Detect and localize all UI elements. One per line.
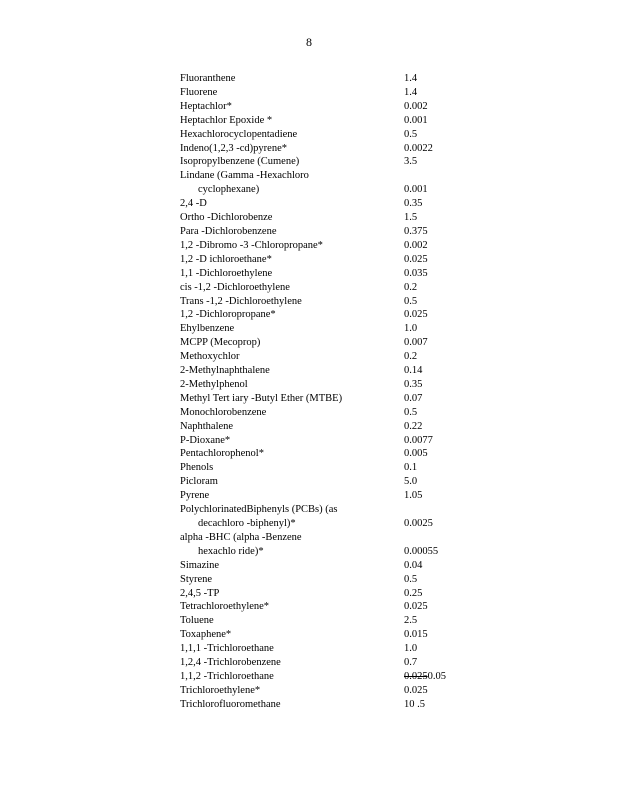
limit-value bbox=[404, 531, 524, 559]
limit-value-text: 0.025 bbox=[404, 684, 428, 696]
table-row bbox=[180, 642, 524, 656]
chemical-name bbox=[180, 420, 404, 434]
limit-value-text: 0.5 bbox=[404, 406, 418, 418]
limit-value-text: 0.7 bbox=[404, 657, 418, 669]
limit-value bbox=[404, 656, 524, 670]
table-row bbox=[180, 114, 524, 128]
chemical-name-text: 1,2 -D ichloroethane* bbox=[180, 253, 272, 265]
table-row bbox=[180, 211, 524, 225]
chemical-name-text: Methyl Tert iary -Butyl Ether (MTBE) bbox=[180, 392, 343, 404]
chemical-name-text: Pentachlorophenol* bbox=[180, 448, 264, 460]
chemical-name bbox=[180, 86, 404, 100]
table-row bbox=[180, 142, 524, 156]
limit-value-text: 0.0077 bbox=[404, 434, 433, 446]
limit-value-text: 0.07 bbox=[404, 392, 423, 404]
chemical-name-text: Lindane (Gamma -Hexachloro bbox=[180, 170, 309, 182]
chemical-name bbox=[180, 475, 404, 489]
limit-value bbox=[404, 114, 524, 128]
limit-value-text: 0.35 bbox=[404, 378, 423, 390]
limit-value-text: 0.025 bbox=[404, 309, 428, 321]
chemical-name bbox=[180, 336, 404, 350]
limit-value bbox=[404, 169, 524, 197]
limit-value-text: 0.00055 bbox=[404, 545, 439, 557]
table-row bbox=[180, 169, 524, 197]
table-row bbox=[180, 100, 524, 114]
table-row bbox=[180, 461, 524, 475]
struck-value: 0.025 bbox=[404, 670, 428, 682]
chemical-name-text: Hexachlorocyclopentadiene bbox=[180, 128, 298, 140]
limit-value bbox=[404, 364, 524, 378]
limit-value bbox=[404, 628, 524, 642]
limit-value-text: 0.22 bbox=[404, 420, 423, 432]
chemical-name bbox=[180, 100, 404, 114]
limit-value bbox=[404, 350, 524, 364]
chemical-limits-table bbox=[180, 72, 524, 712]
limit-value bbox=[404, 489, 524, 503]
table-row bbox=[180, 336, 524, 350]
chemical-name bbox=[180, 656, 404, 670]
chemical-name-text: 2,4,5 -TP bbox=[180, 587, 220, 599]
table-row bbox=[180, 600, 524, 614]
limit-value bbox=[404, 155, 524, 169]
limit-value-text: 0.5 bbox=[404, 128, 418, 140]
chemical-name-text: 2-Methylnaphthalene bbox=[180, 365, 270, 377]
chemical-name-text: Heptachlor Epoxide * bbox=[180, 114, 273, 126]
chemical-name bbox=[180, 573, 404, 587]
chemical-name bbox=[180, 461, 404, 475]
chemical-name-text: 2-Methylphenol bbox=[180, 378, 248, 390]
limit-value-text: 0.14 bbox=[404, 365, 423, 377]
chemical-name bbox=[180, 72, 404, 86]
limit-value-text: 1.0 bbox=[404, 643, 418, 655]
limit-value bbox=[404, 670, 524, 684]
limit-value bbox=[404, 559, 524, 573]
chemical-name bbox=[180, 114, 404, 128]
limit-value-text: 0.005 bbox=[404, 448, 428, 460]
chemical-name-text: cis -1,2 -Dichloroethylene bbox=[180, 281, 290, 293]
table-row bbox=[180, 684, 524, 698]
chemical-name bbox=[180, 489, 404, 503]
limit-value-text: 0.1 bbox=[404, 462, 418, 474]
chemical-name bbox=[180, 295, 404, 309]
table-row bbox=[180, 447, 524, 461]
chemical-name bbox=[180, 600, 404, 614]
chemical-name bbox=[180, 628, 404, 642]
limit-value-text: 1.4 bbox=[404, 73, 418, 84]
limit-value-text: 0.0022 bbox=[404, 142, 433, 154]
chemical-name bbox=[180, 434, 404, 448]
limit-value-text: 0.025 bbox=[404, 601, 428, 613]
limit-value bbox=[404, 336, 524, 350]
limit-value-text: 0.25 bbox=[404, 587, 423, 599]
chemical-name-text: MCPP (Mecoprop) bbox=[180, 337, 261, 349]
limit-value bbox=[404, 239, 524, 253]
limit-value bbox=[404, 684, 524, 698]
table-row bbox=[180, 573, 524, 587]
table-row bbox=[180, 420, 524, 434]
chemical-name bbox=[180, 531, 404, 559]
limit-value bbox=[404, 406, 524, 420]
table-row bbox=[180, 281, 524, 295]
table-row bbox=[180, 392, 524, 406]
limit-value bbox=[404, 211, 524, 225]
chemical-name-text: Styrene bbox=[180, 573, 213, 585]
limit-value bbox=[404, 642, 524, 656]
limit-value bbox=[404, 614, 524, 628]
chemical-name bbox=[180, 281, 404, 295]
chemical-name bbox=[180, 169, 404, 197]
chemical-name bbox=[180, 142, 404, 156]
table-row bbox=[180, 239, 524, 253]
chemical-name bbox=[180, 308, 404, 322]
limit-value-text: 0.002 bbox=[404, 239, 428, 251]
limit-value bbox=[404, 573, 524, 587]
chemical-name bbox=[180, 239, 404, 253]
limit-value-text: 0.001 bbox=[404, 114, 428, 126]
limit-value-text: 0.0025 bbox=[404, 518, 433, 529]
chemical-name-text: Toxaphene* bbox=[180, 629, 232, 641]
chemical-name-text: Methoxychlor bbox=[180, 351, 240, 363]
table-row bbox=[180, 559, 524, 573]
limit-value bbox=[404, 461, 524, 475]
table-row bbox=[180, 406, 524, 420]
limit-value-text: 1.5 bbox=[404, 212, 418, 224]
chemical-name-text: Ortho -Dichlorobenze bbox=[180, 212, 273, 224]
chemical-name-text: Para -Dichlorobenzene bbox=[180, 225, 277, 237]
table-row bbox=[180, 72, 524, 86]
chemical-name bbox=[180, 211, 404, 225]
table-row bbox=[180, 628, 524, 642]
limit-value-text: 0.015 bbox=[404, 629, 428, 641]
chemical-name-text: 1,1 -Dichloroethylene bbox=[180, 267, 273, 279]
limit-value bbox=[404, 434, 524, 448]
table-row bbox=[180, 614, 524, 628]
limit-value bbox=[404, 295, 524, 309]
limit-value bbox=[404, 100, 524, 114]
table-row bbox=[180, 378, 524, 392]
limit-value-text: 3.5 bbox=[404, 156, 418, 168]
chemical-name bbox=[180, 253, 404, 267]
table-row bbox=[180, 656, 524, 670]
chemical-name bbox=[180, 406, 404, 420]
limit-value-text: 0.025 bbox=[404, 253, 428, 265]
chemical-name-text: Tetrachloroethylene* bbox=[180, 601, 270, 613]
limit-value-text: 1.0 bbox=[404, 323, 418, 335]
page-number: 8 bbox=[306, 35, 312, 49]
table-row bbox=[180, 475, 524, 489]
table-row bbox=[180, 698, 524, 712]
chemical-name-text: Trans -1,2 -Dichloroethylene bbox=[180, 295, 302, 307]
limit-value bbox=[404, 447, 524, 461]
chemical-name-text: Trichlorofluoromethane bbox=[180, 698, 281, 710]
chemical-name-text: 2,4 -D bbox=[180, 198, 207, 210]
chemical-name bbox=[180, 128, 404, 142]
chemical-name-text: Trichloroethylene* bbox=[180, 684, 261, 696]
table-row bbox=[180, 350, 524, 364]
limit-value bbox=[404, 86, 524, 100]
chemical-name-text: Toluene bbox=[180, 615, 214, 627]
limit-value bbox=[404, 378, 524, 392]
chemical-name-continuation: cyclophexane) bbox=[198, 184, 260, 196]
chemical-name-text: Fluoranthene bbox=[180, 73, 236, 84]
chemical-name-continuation: hexachlo ride)* bbox=[198, 545, 264, 557]
table-row bbox=[180, 86, 524, 100]
chemical-name-text: alpha -BHC (alpha -Benzene bbox=[180, 531, 302, 543]
chemical-name-text: Picloram bbox=[180, 476, 218, 488]
limit-value bbox=[404, 197, 524, 211]
chemical-name-text: 1,2 -Dichloropropane* bbox=[180, 309, 276, 321]
limit-value bbox=[404, 475, 524, 489]
table-row bbox=[180, 155, 524, 169]
table-row bbox=[180, 197, 524, 211]
limit-value-text: 2.5 bbox=[404, 615, 418, 627]
limit-value-text: 0.002 bbox=[404, 100, 428, 112]
chemical-name bbox=[180, 503, 404, 531]
chemical-name bbox=[180, 225, 404, 239]
chemical-name-text: Indeno(1,2,3 -cd)pyrene* bbox=[180, 142, 287, 154]
chemical-name bbox=[180, 350, 404, 364]
limit-value bbox=[404, 600, 524, 614]
table-row bbox=[180, 267, 524, 281]
limit-value-text: 0.35 bbox=[404, 198, 423, 210]
chemical-name bbox=[180, 559, 404, 573]
limit-value bbox=[404, 587, 524, 601]
chemical-name-text: 1,1,1 -Trichloroethane bbox=[180, 643, 274, 655]
limit-value bbox=[404, 128, 524, 142]
table-row bbox=[180, 225, 524, 239]
table-row bbox=[180, 364, 524, 378]
chemical-name bbox=[180, 155, 404, 169]
chemical-name bbox=[180, 587, 404, 601]
chemical-name bbox=[180, 267, 404, 281]
table-row bbox=[180, 670, 524, 684]
chemical-name-text: Monochlorobenzene bbox=[180, 406, 267, 418]
limit-value-text: 0.007 bbox=[404, 337, 428, 349]
chemical-name bbox=[180, 642, 404, 656]
chemical-name-continuation: decachloro -biphenyl)* bbox=[198, 518, 296, 529]
table-row bbox=[180, 587, 524, 601]
limit-value bbox=[404, 420, 524, 434]
chemical-name bbox=[180, 614, 404, 628]
limit-value bbox=[404, 267, 524, 281]
chemical-name-text: Ehylbenzene bbox=[180, 323, 235, 335]
chemical-name-text: 1,1,2 -Trichloroethane bbox=[180, 670, 274, 682]
limit-value-text: 0.5 bbox=[404, 573, 418, 585]
chemical-name-text: Heptachlor* bbox=[180, 100, 232, 112]
limit-value-text: 0.035 bbox=[404, 267, 428, 279]
chemical-name bbox=[180, 447, 404, 461]
limit-value bbox=[404, 322, 524, 336]
chemical-name-text: 1,2,4 -Trichlorobenzene bbox=[180, 657, 281, 669]
limit-value-text: 0.2 bbox=[404, 281, 418, 293]
chemical-name bbox=[180, 364, 404, 378]
table-row bbox=[180, 128, 524, 142]
limit-value bbox=[404, 392, 524, 406]
limit-value bbox=[404, 281, 524, 295]
limit-value bbox=[404, 308, 524, 322]
chemical-name bbox=[180, 322, 404, 336]
chemical-name bbox=[180, 197, 404, 211]
table-row bbox=[180, 308, 524, 322]
chemical-name bbox=[180, 684, 404, 698]
limit-value bbox=[404, 698, 524, 712]
chemical-name-text: Fluorene bbox=[180, 86, 218, 98]
limit-value-text: 1.4 bbox=[404, 86, 418, 98]
limit-value bbox=[404, 253, 524, 267]
limit-value-text: 1.05 bbox=[404, 490, 423, 502]
table-row bbox=[180, 489, 524, 503]
limit-value-text: 10 .5 bbox=[404, 698, 425, 710]
chemical-name-text: Naphthalene bbox=[180, 420, 234, 432]
chemical-name-text: P-Dioxane* bbox=[180, 434, 231, 446]
limit-value-text: 0.04 bbox=[404, 559, 423, 571]
limit-value-text: 5.0 bbox=[404, 476, 418, 488]
chemical-name bbox=[180, 698, 404, 712]
limit-value-text: 0.2 bbox=[404, 351, 418, 363]
chemical-name bbox=[180, 378, 404, 392]
chemical-name-text: Pyrene bbox=[180, 490, 210, 502]
limit-value-text: 0.5 bbox=[404, 295, 418, 307]
chemical-name-text: PolychlorinatedBiphenyls (PCBs) (as bbox=[180, 504, 338, 516]
table-row bbox=[180, 295, 524, 309]
chemical-name-text: Phenols bbox=[180, 462, 214, 474]
limit-value-text: 0.375 bbox=[404, 225, 428, 237]
table-row bbox=[180, 434, 524, 448]
limit-value bbox=[404, 72, 524, 86]
limit-value bbox=[404, 503, 524, 531]
chemical-name-text: 1,2 -Dibromo -3 -Chloropropane* bbox=[180, 239, 323, 251]
limit-value bbox=[404, 142, 524, 156]
table-row bbox=[180, 322, 524, 336]
limit-value-text: 0.001 bbox=[404, 184, 428, 196]
chemical-name-text: Isopropylbenzene (Cumene) bbox=[180, 156, 300, 168]
table-row bbox=[180, 503, 524, 531]
table-row bbox=[180, 531, 524, 559]
chemical-name-text: Simazine bbox=[180, 559, 220, 571]
table-row bbox=[180, 253, 524, 267]
chemical-name bbox=[180, 670, 404, 684]
limit-value-text: 0.05 bbox=[427, 670, 446, 682]
limit-value bbox=[404, 225, 524, 239]
chemical-name bbox=[180, 392, 404, 406]
